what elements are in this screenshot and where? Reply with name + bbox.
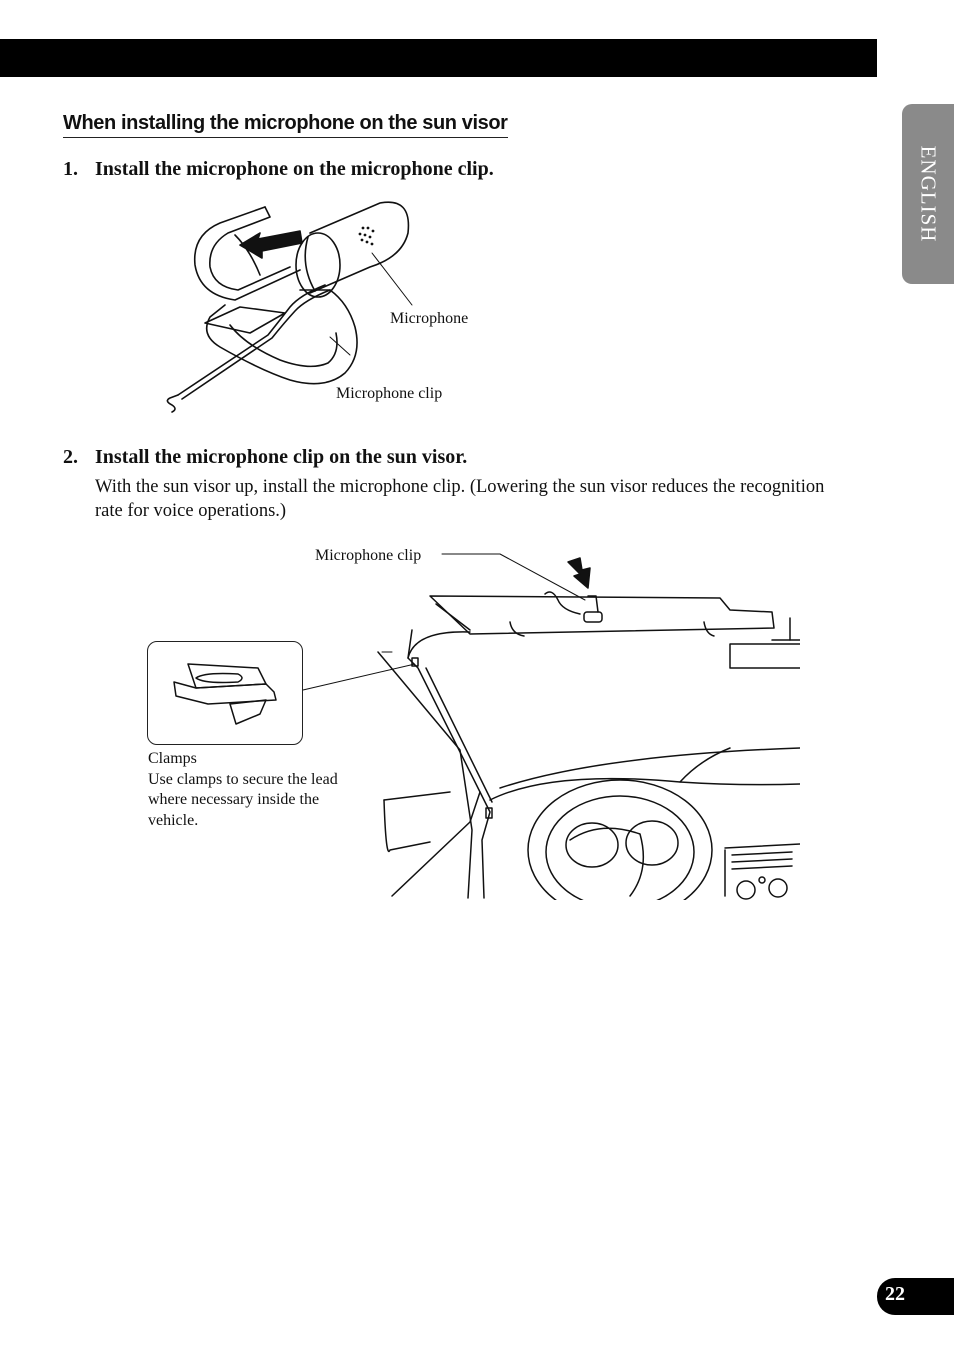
microphone-clip-label: Microphone clip: [336, 385, 443, 402]
clamps-caption: [148, 749, 358, 831]
clamp-leader-line: [300, 660, 420, 695]
sun-visor-clip-label: Microphone clip: [315, 547, 422, 564]
step-1-text: Install the microphone on the microphone clip.: [95, 158, 494, 180]
car-interior-illustration: [300, 540, 800, 900]
step-2-description: With the sun visor up, install the microphone clip. (Lowering the sun visor reduces the recognition rate for voice operations.): [95, 477, 825, 521]
language-tab: [902, 104, 954, 284]
page-number: 22: [885, 1283, 905, 1305]
step-1: [63, 158, 494, 181]
step-2-number: 2.: [63, 446, 78, 468]
step-2: [63, 446, 467, 469]
clamp-inset: [147, 641, 303, 745]
clamps-description: Use clamps to secure the lead where necessary inside the vehicle.: [148, 770, 338, 829]
microphone-label: Microphone: [390, 310, 469, 327]
clamps-title: Clamps: [148, 750, 197, 767]
language-tab-label: ENGLISH: [916, 145, 941, 243]
header-bar: [0, 39, 877, 77]
page-number-badge: [877, 1278, 954, 1315]
step-1-number: 1.: [63, 158, 78, 180]
clamp-illustration: [148, 642, 302, 744]
section-title: When installing the microphone on the sun visor: [63, 112, 508, 138]
step-2-text: Install the microphone clip on the sun visor.: [95, 446, 468, 468]
